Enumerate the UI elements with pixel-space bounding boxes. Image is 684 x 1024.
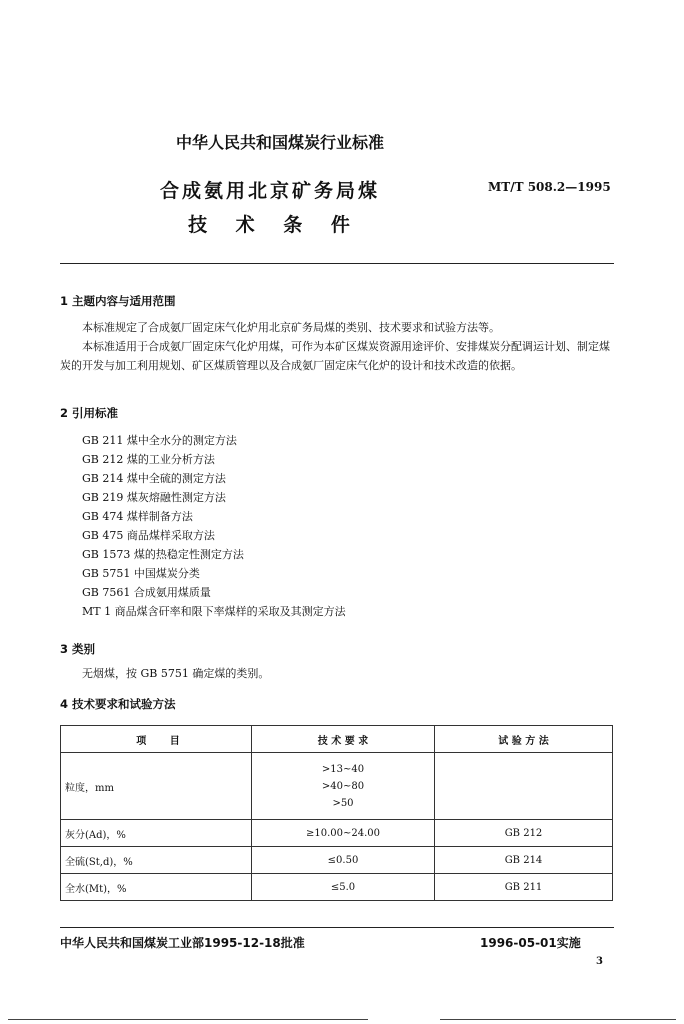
footer-rule <box>60 927 614 928</box>
table-row <box>61 820 613 847</box>
table-cell-item: 全水(Mt)，% <box>61 874 252 901</box>
table-header-row <box>61 726 613 753</box>
table-cell-item: 全硫(St,d)，% <box>61 847 252 874</box>
reference-item: GB 7561 合成氨用煤质量 <box>82 586 211 599</box>
section1-heading: 1 主题内容与适用范围 <box>60 294 176 308</box>
reference-item: MT 1 商品煤含矸率和限下率煤样的采取及其测定方法 <box>82 605 346 618</box>
table-cell-requirement: ≤5.0 <box>252 874 435 901</box>
effective-date: 1996-05-01实施 <box>480 936 581 950</box>
table-row <box>61 874 613 901</box>
reference-item: GB 214 煤中全硫的测定方法 <box>82 472 226 485</box>
table-cell-method: GB 211 <box>435 874 613 901</box>
section1-para2-text: 本标准适用于合成氨厂固定床气化炉用煤，可作为本矿区煤炭资源用途评价、安排煤炭分配调运计划、制定煤炭的开发与加工利用规划、矿区煤质管理以及合成氨厂固定床气化炉的设计和技术改造的依据。 <box>60 340 610 372</box>
section1-para1-text: 本标准规定了合成氨厂固定床气化炉用北京矿务局煤的类别、技术要求和试验方法等。 <box>82 321 500 334</box>
table-header-item: 项 目 <box>61 726 252 753</box>
reference-item: GB 219 煤灰熔融性测定方法 <box>82 491 226 504</box>
reference-item: GB 212 煤的工业分析方法 <box>82 453 215 466</box>
scan-edge-line <box>8 1019 368 1020</box>
table-cell-item: 粒度，mm <box>61 753 252 820</box>
reference-item: GB 475 商品煤样采取方法 <box>82 529 215 542</box>
approval-statement: 中华人民共和国煤炭工业部1995-12-18批准 <box>60 936 305 950</box>
table-header-requirement: 技 术 要 求 <box>252 726 435 753</box>
section3-heading: 3 类别 <box>60 642 96 656</box>
requirement-value: >40~80 <box>321 780 365 792</box>
table-cell-item: 灰分(Ad)，% <box>61 820 252 847</box>
reference-item: GB 211 煤中全水分的测定方法 <box>82 434 237 447</box>
reference-item: GB 5751 中国煤炭分类 <box>82 567 200 580</box>
page-number: 3 <box>596 956 603 967</box>
document-title-line2: 技 术 条 件 <box>188 214 352 236</box>
standard-organization: 中华人民共和国煤炭行业标准 <box>175 133 384 152</box>
table-cell-method <box>435 753 613 820</box>
table-header-method: 试 验 方 法 <box>435 726 613 753</box>
table-row <box>61 753 613 820</box>
reference-item: GB 1573 煤的热稳定性测定方法 <box>82 548 244 561</box>
requirements-table <box>60 725 613 901</box>
table-cell-requirement: ≤0.50 <box>252 847 435 874</box>
table-cell-requirement <box>252 753 435 820</box>
document-title-line1: 合成氨用北京矿务局煤 <box>159 180 380 202</box>
standard-code: MT/T 508.2—1995 <box>488 180 611 194</box>
scan-edge-line <box>440 1019 676 1020</box>
requirement-value: >50 <box>332 797 354 809</box>
table-cell-requirement: ≥10.00~24.00 <box>252 820 435 847</box>
table-row <box>61 847 613 874</box>
table-cell-method: GB 214 <box>435 847 613 874</box>
section1-paragraph2 <box>60 337 615 375</box>
requirement-value: >13~40 <box>321 763 365 775</box>
section2-heading: 2 引用标准 <box>60 406 119 420</box>
section1-paragraph1 <box>60 318 615 337</box>
reference-list <box>82 431 346 621</box>
table-cell-method: GB 212 <box>435 820 613 847</box>
section4-heading: 4 技术要求和试验方法 <box>60 697 176 711</box>
reference-item: GB 474 煤样制备方法 <box>82 510 193 523</box>
header-rule <box>60 263 614 264</box>
section3-paragraph: 无烟煤，按 GB 5751 确定煤的类别。 <box>82 667 270 680</box>
